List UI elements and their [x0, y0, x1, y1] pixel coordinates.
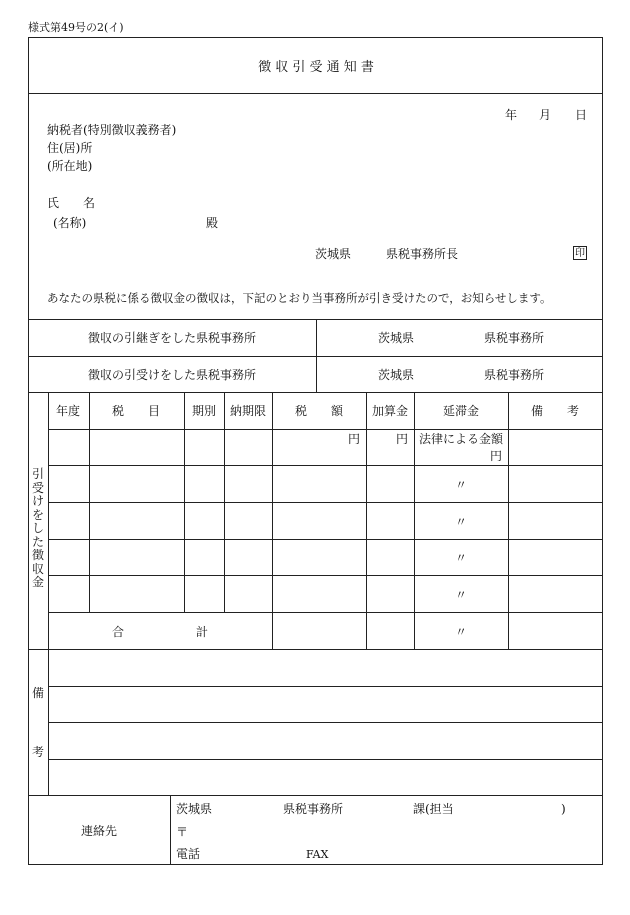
to-office-label: 徴収の引受けをした県税事務所	[87, 368, 257, 382]
contact-close-paren: )	[561, 802, 566, 816]
table-side-label: 引受けをした徴収金	[31, 467, 44, 589]
contact-label: 連絡先	[80, 824, 118, 838]
ditto-mark: 〃	[454, 588, 468, 602]
ditto-mark: 〃	[454, 551, 468, 565]
contact-office: 県税事務所	[283, 802, 344, 816]
grid-h-3	[48, 502, 603, 503]
date-year-label: 年	[505, 108, 518, 122]
remarks-h-2	[48, 722, 603, 723]
from-office-label: 徴収の引継ぎをした県税事務所	[87, 331, 257, 345]
contact-section: 課(担当	[413, 802, 454, 816]
form-number: 様式第49号の2(イ)	[28, 21, 124, 34]
divider-transfer-vertical	[316, 319, 317, 392]
grid-h-7	[28, 649, 603, 650]
header-surcharge: 加算金	[371, 404, 409, 418]
to-office-prefecture: 茨城県	[378, 368, 415, 382]
amount-yen-unit: 円	[347, 432, 360, 446]
header-year: 年度	[55, 404, 81, 418]
seal-mark: 印	[575, 248, 585, 259]
name-label: 氏 名	[47, 196, 96, 210]
form-frame	[28, 37, 603, 865]
grid-v-side	[48, 392, 49, 649]
honorific: 殿	[206, 216, 219, 230]
total-label: 合 計	[111, 625, 209, 639]
header-delinquency: 延滞金	[442, 404, 480, 418]
contact-prefecture: 茨城県	[176, 802, 213, 816]
header-item: 税 目	[111, 404, 161, 418]
divider-transfer-bottom	[28, 392, 603, 393]
from-office-name: 県税事務所	[484, 331, 545, 345]
remarks-h-3	[48, 759, 603, 760]
entity-label: (名称)	[53, 216, 87, 230]
remarks-h-bottom	[28, 795, 603, 796]
law-amount-text: 法律による金額	[418, 432, 504, 446]
taxpayer-label: 納税者(特別徴収義務者)	[47, 123, 177, 137]
grid-h-5	[48, 575, 603, 576]
ditto-mark: 〃	[454, 478, 468, 492]
surcharge-yen-unit: 円	[395, 432, 408, 446]
postal-mark: 〒	[176, 825, 189, 839]
grid-v-delinquency	[508, 392, 509, 649]
remarks-h-1	[48, 686, 603, 687]
header-remarks: 備 考	[530, 404, 580, 418]
ditto-mark: 〃	[454, 515, 468, 529]
fax-label: FAX	[306, 848, 329, 861]
divider-title	[28, 93, 603, 94]
grid-h-2	[48, 465, 603, 466]
document-title: 徴 収 引 受 通 知 書	[258, 60, 374, 75]
from-office-prefecture: 茨城県	[378, 331, 415, 345]
ditto-mark: 〃	[454, 625, 468, 639]
location-label: (所在地)	[47, 159, 93, 173]
grid-h-6	[48, 612, 603, 613]
notice-text: あなたの県税に係る徴収金の徴収は，下記のとおり当事務所が引き受けたので，お知らせします。	[47, 291, 552, 305]
date-day-label: 日	[575, 108, 588, 122]
contact-v-divider	[170, 795, 171, 865]
address-label: 住(居)所	[47, 141, 93, 155]
grid-h-1	[48, 429, 603, 430]
remarks-char-1: 備	[32, 686, 45, 700]
issuer-office-head: 県税事務所長	[386, 247, 459, 261]
phone-label: 電話	[176, 847, 201, 861]
to-office-name: 県税事務所	[484, 368, 545, 382]
date-month-label: 月	[539, 108, 552, 122]
delinquency-yen-unit: 円	[489, 449, 502, 463]
remarks-char-2: 考	[32, 745, 45, 759]
grid-h-4	[48, 539, 603, 540]
grid-v-surcharge	[414, 392, 415, 649]
issuer-prefecture: 茨城県	[315, 247, 352, 261]
grid-v-due	[272, 392, 273, 649]
header-period: 期別	[191, 404, 217, 418]
grid-v-amount	[366, 392, 367, 649]
header-due: 納期限	[229, 404, 267, 418]
header-amount: 税 額	[294, 404, 344, 418]
